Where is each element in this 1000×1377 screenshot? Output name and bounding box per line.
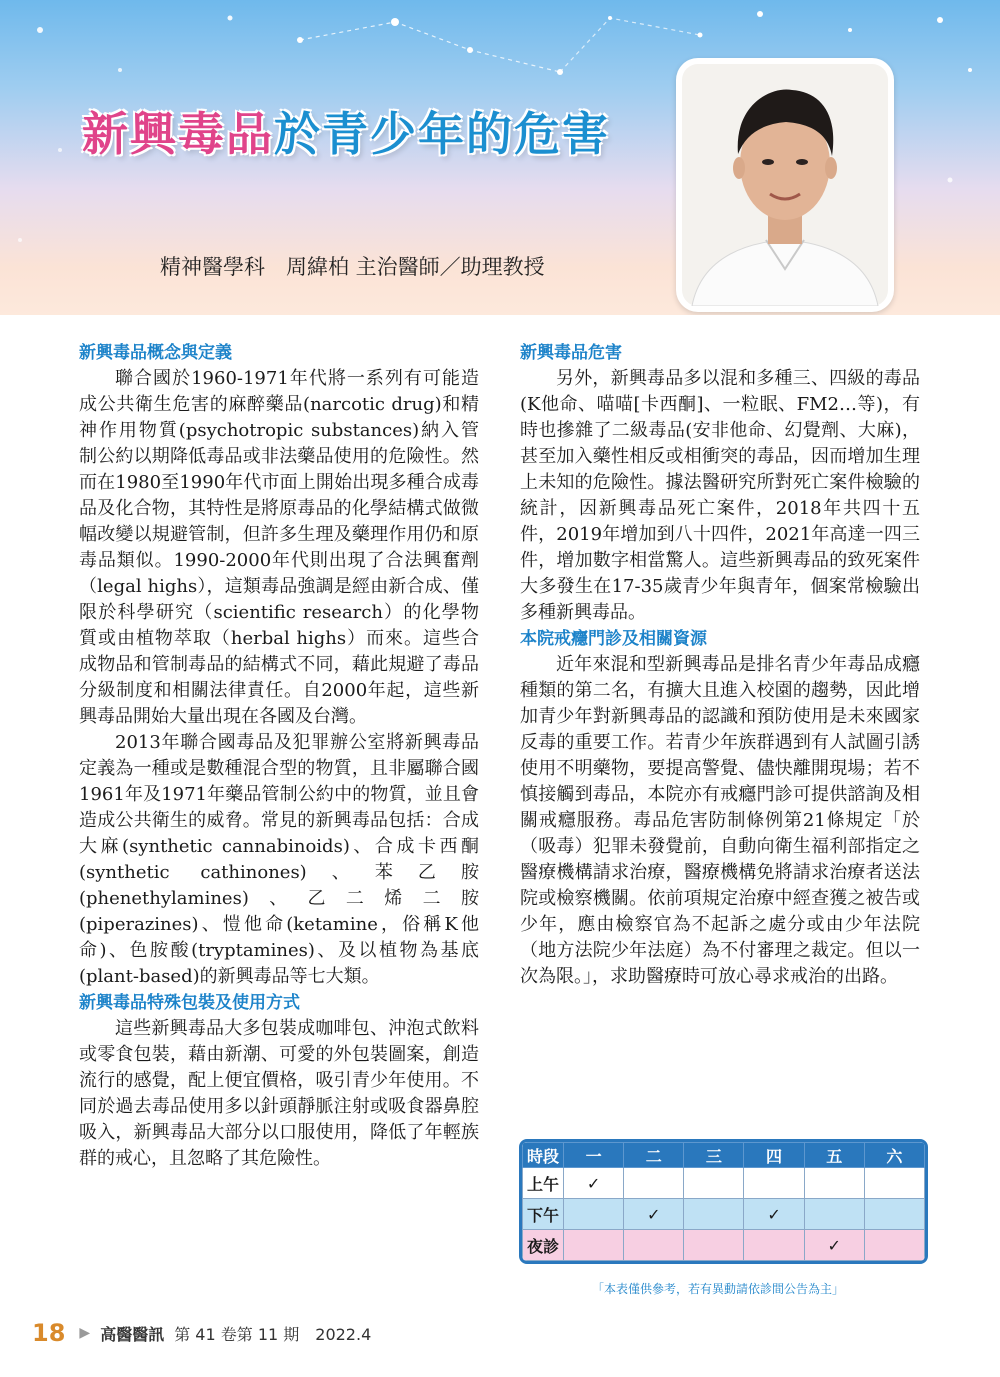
- schedule-corner: 時段: [523, 1143, 564, 1168]
- check-icon: ✓: [624, 1199, 684, 1230]
- author-byline: 精神醫學科 周緯柏 主治醫師／助理教授: [160, 255, 545, 279]
- right-column: [520, 340, 920, 990]
- day-header: 四: [744, 1143, 804, 1168]
- clinic-schedule-table: [519, 1139, 928, 1264]
- schedule-cell: [864, 1168, 924, 1199]
- paragraph-harm: 另外，新興毒品多以混和多種三、四級的毒品(K他命、喵喵[卡西酮]、一粒眠、FM2…等)，有時也摻雜了二級毒品(安非他命、幻覺劑、大麻)，甚至加入藥性相反或相衝突的毒品，因而增加生理上未知的危險性。據法醫研究所對死亡案件檢驗的統計，因新興毒品死亡案件，2018年共四十五件，2019年增加到八十四件，2021年高達一四三件，增加數字相當驚人。這些新興毒品的致死案件大多發生在17-35歲青少年與青年，個案常檢驗出多種新興毒品。: [520, 368, 920, 623]
- play-arrow-icon: ▶: [79, 1325, 91, 1341]
- title-part-1: 新興毒品: [82, 107, 274, 161]
- schedule-cell: [744, 1168, 804, 1199]
- schedule-header-row: [523, 1143, 925, 1168]
- schedule-cell: [684, 1230, 744, 1261]
- title-part-2: 於青少年的危害: [274, 107, 610, 161]
- slot-label: 下午: [523, 1199, 564, 1230]
- paragraph-clinic: 近年來混和型新興毒品是排名青少年毒品成癮種類的第二名，有擴大且進入校園的趨勢，因此增加青少年對新興毒品的認識和預防使用是未來國家反毒的重要工作。若青少年族群遇到有人試圖引誘使用不明藥物，要提高警覺、儘快離開現場；若不慎接觸到毒品，本院亦有戒癮門診可提供諮詢及相關戒癮服務。毒品危害防制條例第21條規定「於（吸毒）犯罪未發覺前，自動向衛生福利部指定之醫療機構請求治療，醫療機構免將請求治療者送法院或檢察機關。依前項規定治療中經查獲之被告或少年，應由檢察官為不起訴之處分或由少年法院（地方法院少年法庭）為不付審理之裁定。但以一次為限。」，求助醫療時可放心尋求戒治的出路。: [520, 654, 920, 987]
- day-header: 五: [804, 1143, 864, 1168]
- schedule-cell: [804, 1168, 864, 1199]
- slot-label: 夜診: [523, 1230, 564, 1261]
- section-heading-definition: 新興毒品概念與定義: [79, 343, 232, 363]
- schedule-row-evening: [523, 1230, 925, 1261]
- schedule-row-afternoon: [523, 1199, 925, 1230]
- left-column: [79, 340, 479, 1172]
- day-header: 二: [624, 1143, 684, 1168]
- header-banner: [0, 0, 1000, 315]
- page-footer: [32, 1318, 371, 1348]
- check-icon: ✓: [744, 1199, 804, 1230]
- paragraph-packaging: 這些新興毒品大多包裝成咖啡包、沖泡式飲料或零食包裝，藉由新潮、可愛的外包裝圖案，創造流行的感覺，配上便宜價格，吸引青少年使用。不同於過去毒品使用多以針頭靜脈注射或吸食器鼻腔吸入，新興毒品大部分以口服使用，降低了年輕族群的戒心，且忽略了其危險性。: [79, 1018, 479, 1169]
- slot-label: 上午: [523, 1168, 564, 1199]
- schedule-row-morning: [523, 1168, 925, 1199]
- schedule-cell: [864, 1230, 924, 1261]
- day-header: 一: [564, 1143, 624, 1168]
- schedule-cell: [744, 1230, 804, 1261]
- paragraph-definition-2: 2013年聯合國毒品及犯罪辦公室將新興毒品定義為一種或是數種混合型的物質，且非屬聯合國1961年及1971年藥品管制公約中的物質，並且會造成公共衛生的威脅。常見的新興毒品包括：合成大麻(synthetic cannabinoids)、合成卡西酮(synthetic cathinones)、苯乙胺(phenethylamines)、乙二烯二胺(piperazines)、愷他命(ketamine，俗稱K他命)、色胺酸(tryptamines)、及以植物為基底(plant-based)的新興毒品等七大類。: [79, 732, 479, 987]
- journal-name: 高醫醫訊: [100, 1324, 165, 1344]
- schedule-cell: [684, 1199, 744, 1230]
- schedule-cell: [564, 1199, 624, 1230]
- schedule-cell: [804, 1199, 864, 1230]
- check-icon: ✓: [804, 1230, 864, 1261]
- page-number: 18: [32, 1319, 66, 1347]
- schedule-cell: [564, 1230, 624, 1261]
- schedule-cell: [684, 1168, 744, 1199]
- paragraph-definition-1: 聯合國於1960-1971年代將一系列有可能造成公共衛生危害的麻醉藥品(narcotic drug)和精神作用物質(psychotropic substances)納入管制公約以期降低毒品或非法藥品使用的危險性。然而在1980至1990年代市面上開始出現多種合成毒品及化合物，其特性是將原毒品的化學結構式做微幅改變以規避管制，但許多生理及藥理作用仍和原毒品類似。1990-2000年代則出現了合法興奮劑（legal highs），這類毒品強調是經由新合成、僅限於科學研究（scientific research）的化學物質或由植物萃取（herbal highs）而來。這些合成物品和管制毒品的結構式不同，藉此規避了毒品分級制度和相關法律責任。自2000年起，這些新興毒品開始大量出現在各國及台灣。: [79, 368, 479, 727]
- schedule-cell: [864, 1199, 924, 1230]
- page-title: [82, 98, 610, 164]
- schedule-cell: [624, 1230, 684, 1261]
- schedule-note: 「本表僅供參考，若有異動請依診間公告為主」: [592, 1282, 845, 1296]
- schedule-cell: [624, 1168, 684, 1199]
- check-icon: ✓: [564, 1168, 624, 1199]
- author-photo: [676, 58, 894, 312]
- issue-info: 第 41 卷第 11 期 2022.4: [174, 1324, 372, 1344]
- day-header: 三: [684, 1143, 744, 1168]
- portrait-image: [682, 64, 888, 306]
- day-header: 六: [864, 1143, 924, 1168]
- section-heading-clinic: 本院戒癮門診及相關資源: [520, 629, 707, 649]
- section-heading-packaging: 新興毒品特殊包裝及使用方式: [79, 993, 300, 1013]
- section-heading-harm: 新興毒品危害: [520, 343, 622, 363]
